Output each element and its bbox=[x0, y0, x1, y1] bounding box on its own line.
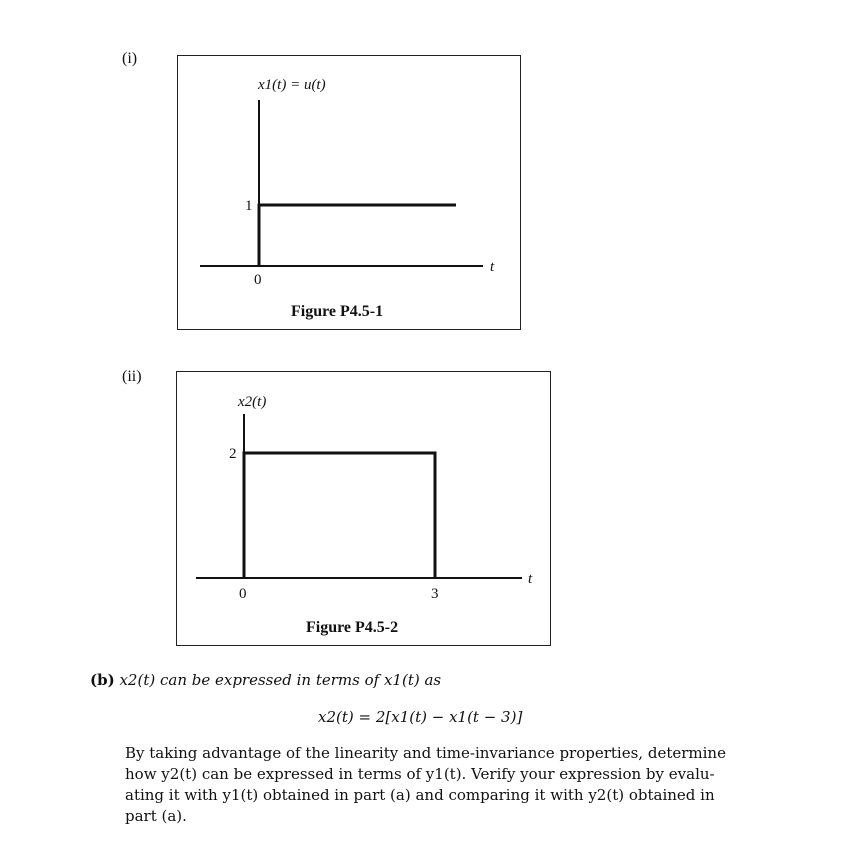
figure1-y-label: x1(t) = u(t) bbox=[258, 77, 326, 93]
figure2-frame bbox=[176, 371, 551, 646]
figure1-y-tick-1: 1 bbox=[245, 198, 253, 214]
part-b-label: (b) bbox=[90, 671, 115, 689]
figure2-x-tick-0: 0 bbox=[239, 586, 247, 602]
figure1-part-label: (i) bbox=[122, 50, 138, 67]
part-b-equation: x2(t) = 2[x1(t) − x1(t − 3)] bbox=[318, 708, 523, 726]
figure2-caption: Figure P4.5-2 bbox=[306, 619, 399, 636]
part-b-body-line4: part (a). bbox=[125, 807, 187, 825]
part-b-body-line2: how y2(t) can be expressed in terms of y1(t). Verify your expression by evalu- bbox=[125, 765, 715, 783]
figure2-y-label: x2(t) bbox=[238, 394, 267, 410]
part-b-body bbox=[125, 743, 726, 827]
part-b-intro-line bbox=[90, 670, 441, 691]
part-b-body-line3: ating it with y1(t) obtained in part (a) and comparing it with y2(t) obtained in bbox=[125, 786, 715, 804]
figure1-step-signal bbox=[259, 205, 456, 266]
figure2-x-tick-3: 3 bbox=[431, 586, 439, 602]
part-b-body-line1: By taking advantage of the linearity and time-invariance properties, determine bbox=[125, 744, 726, 762]
figure2-part-label: (ii) bbox=[122, 368, 142, 385]
figure1-x-axis-label: t bbox=[490, 259, 495, 275]
figure2-x-axis-label: t bbox=[528, 571, 533, 587]
part-b-intro: x2(t) can be expressed in terms of x1(t) as bbox=[119, 671, 442, 689]
figure2-y-tick-2: 2 bbox=[229, 446, 237, 462]
figure1-x-tick-0: 0 bbox=[254, 272, 262, 288]
figure1-caption: Figure P4.5-1 bbox=[291, 303, 384, 320]
